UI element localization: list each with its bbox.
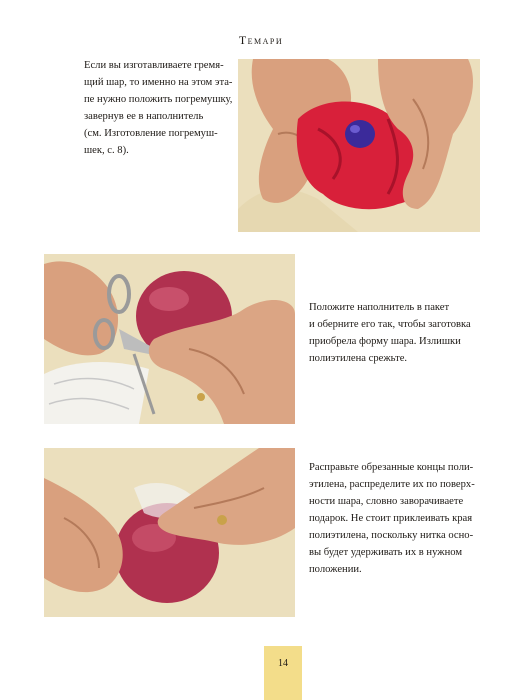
paragraph-spread-ends	[309, 459, 484, 578]
text-line: Положите наполнитель в пакет	[309, 302, 450, 313]
photo-rattle-in-fabric	[238, 59, 480, 232]
photo-smoothing-bag	[44, 448, 295, 617]
text-line: завернув ее в наполнитель	[84, 111, 204, 122]
text-line: (см. Изготовление погремуш-	[84, 128, 218, 139]
text-line: подарок. Не стоит приклеивать края	[309, 513, 473, 524]
text-line: ности шара, словно заворачиваете	[309, 496, 464, 507]
page-header: Темари	[238, 33, 284, 47]
paragraph-rattle-step	[84, 57, 232, 159]
text-line: приобрела форму шара. Излишки	[309, 336, 461, 347]
text-line: положении.	[309, 564, 362, 575]
text-line: полиэтилена, поскольку нитка осно-	[309, 530, 474, 541]
text-line: щий шар, то именно на этом эта-	[84, 77, 233, 88]
text-line: этилена, распределите их по поверх-	[309, 479, 475, 490]
text-line: шек, с. 8).	[84, 145, 129, 156]
text-line: полиэтилена срежьте.	[309, 353, 408, 364]
text-line: и оберните его так, чтобы заготовка	[309, 319, 471, 330]
text-line: Расправьте обрезанные концы поли-	[309, 462, 474, 473]
text-line: вы будет удерживать их в нужном	[309, 547, 463, 558]
text-line: Если вы изготавливаете гремя-	[84, 60, 224, 71]
paragraph-wrap-in-bag	[309, 299, 484, 367]
page-number: 14	[264, 646, 302, 700]
photo-cutting-bag	[44, 254, 295, 424]
text-line: пе нужно положить погремушку,	[84, 94, 233, 105]
